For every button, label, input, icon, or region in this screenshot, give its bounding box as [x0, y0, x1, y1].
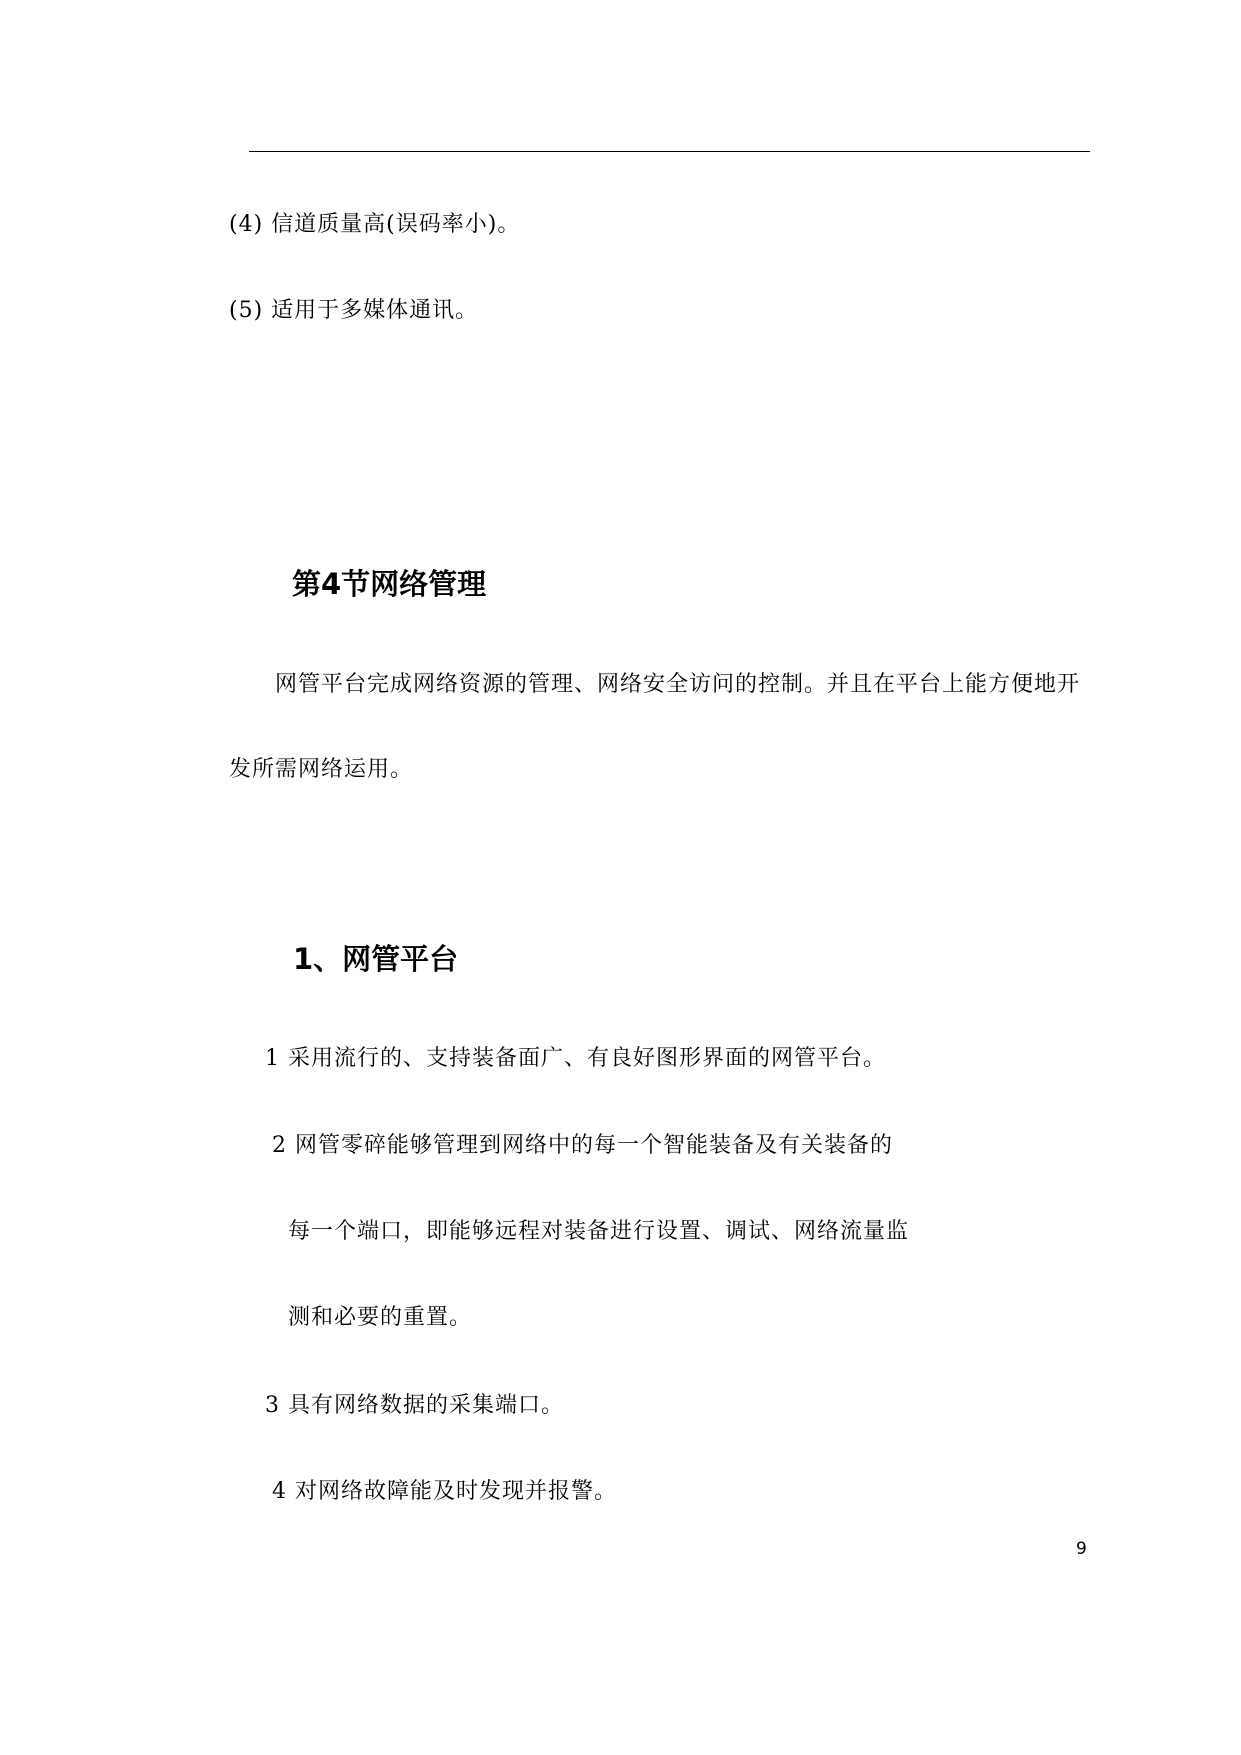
- page-number: 9: [1076, 1539, 1087, 1559]
- subsection-title: 1、网管平台: [293, 942, 459, 976]
- list-item-4: (4) 信道质量高(误码率小)。: [229, 212, 521, 237]
- section-title: 第4节网络管理: [292, 567, 487, 601]
- requirement-1: 1 采用流行的、支持装备面广、有良好图形界面的网管平台。: [265, 1046, 886, 1071]
- intro-paragraph-line-2: 发所需网络运用。: [229, 757, 414, 782]
- requirement-2-line-2: 每一个端口，即能够远程对装备进行设置、调试、网络流量监: [288, 1219, 910, 1244]
- header-rule: [249, 151, 1090, 152]
- requirement-4: 4 对网络故障能及时发现并报警。: [272, 1479, 617, 1504]
- list-item-5: (5) 适用于多媒体通讯。: [229, 298, 479, 323]
- requirement-2-line-3: 测和必要的重置。: [288, 1305, 473, 1330]
- requirement-2-line-1: 2 网管零碎能够管理到网络中的每一个智能装备及有关装备的: [272, 1133, 893, 1158]
- intro-paragraph-line-1: 网管平台完成网络资源的管理、网络安全访问的控制。并且在平台上能方便地开: [275, 672, 1081, 697]
- requirement-3: 3 具有网络数据的采集端口。: [265, 1393, 564, 1418]
